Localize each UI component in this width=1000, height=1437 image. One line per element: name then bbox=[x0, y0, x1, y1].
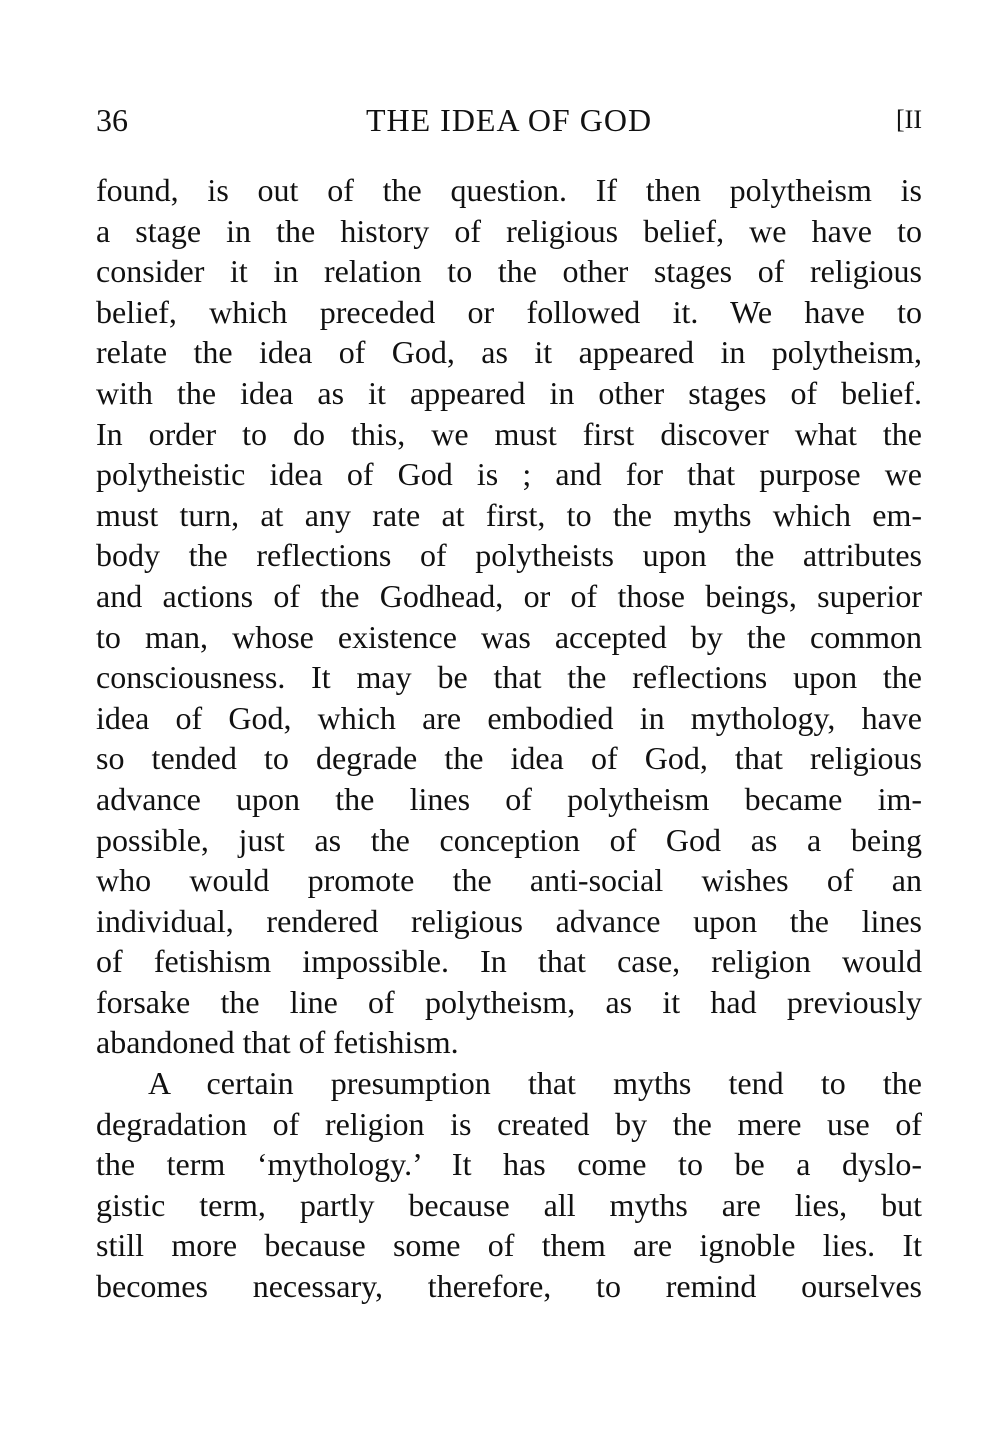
text-line: becomes necessary, therefore, to remind ourselves bbox=[96, 1268, 922, 1305]
text-line: idea of God, which are embodied in mythology, have bbox=[96, 699, 922, 736]
text-body bbox=[96, 170, 922, 1307]
text-line: belief, which preceded or followed it. We have to bbox=[96, 293, 922, 330]
text-line: found, is out of the question. If then polytheism is bbox=[96, 172, 922, 208]
text-line: consider it in relation to the other stages of religious bbox=[96, 253, 922, 290]
text-line: to man, whose existence was accepted by the common bbox=[96, 618, 922, 655]
text-line: consciousness. It may be that the reflections upon the bbox=[96, 659, 922, 696]
chapter-marker: [II bbox=[896, 105, 922, 134]
text-line: the term ‘mythology.’ It has come to be a dyslo- bbox=[96, 1146, 922, 1183]
text-line: relate the idea of God, as it appeared in polytheism, bbox=[96, 334, 922, 371]
paragraph-end-line: abandoned that of fetishism. bbox=[96, 1024, 459, 1061]
text-line: degradation of religion is created by the mere use of bbox=[96, 1105, 922, 1142]
text-line: who would promote the anti-social wishes of an bbox=[96, 862, 922, 899]
text-line: In order to do this, we must first discover what the bbox=[96, 415, 922, 452]
text-line: of fetishism impossible. In that case, religion would bbox=[96, 943, 922, 980]
page-number: 36 bbox=[96, 102, 128, 138]
text-line: must turn, at any rate at first, to the myths which em- bbox=[96, 496, 922, 533]
text-line: advance upon the lines of polytheism became im- bbox=[96, 780, 922, 817]
text-line: with the idea as it appeared in other stages of belief. bbox=[96, 374, 922, 411]
paragraph-first-line: A certain presumption that myths tend to the bbox=[148, 1065, 922, 1102]
running-title: THE IDEA OF GOD bbox=[365, 102, 653, 138]
text-line: polytheistic idea of God is ; and for that purpose we bbox=[96, 456, 922, 493]
text-line: forsake the line of polytheism, as it had previously bbox=[96, 983, 922, 1020]
text-line: gistic term, partly because all myths are lies, but bbox=[96, 1186, 922, 1223]
text-line: individual, rendered religious advance upon the lines bbox=[96, 902, 922, 939]
running-head bbox=[96, 98, 922, 142]
text-line: a stage in the history of religious belief, we have to bbox=[96, 212, 922, 249]
text-line: and actions of the Godhead, or of those beings, superior bbox=[96, 577, 922, 614]
text-line: body the reflections of polytheists upon the attributes bbox=[96, 537, 922, 574]
text-line: still more because some of them are ignoble lies. It bbox=[96, 1227, 922, 1264]
text-line: possible, just as the conception of God as a being bbox=[96, 821, 922, 858]
text-line: so tended to degrade the idea of God, that religious bbox=[96, 740, 922, 777]
